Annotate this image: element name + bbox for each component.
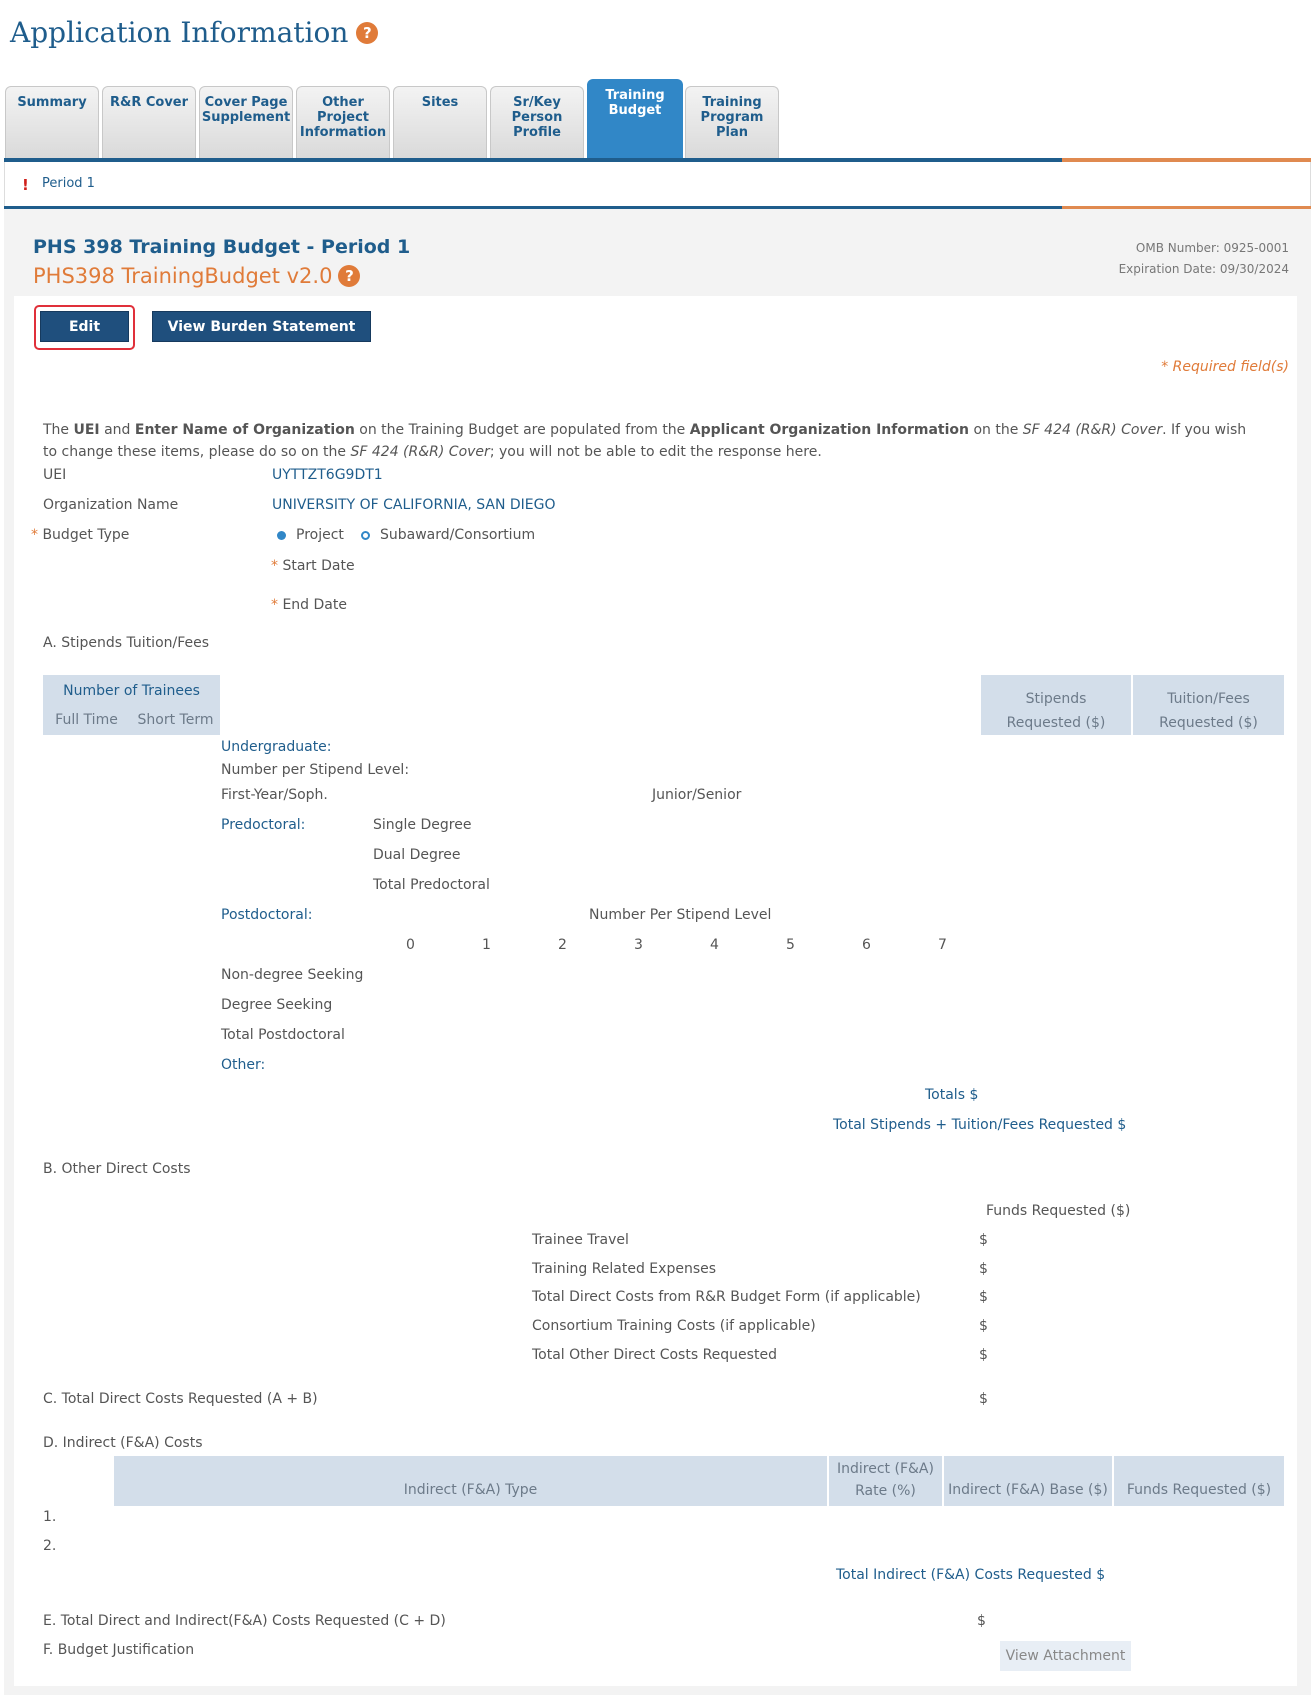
tab-rr-cover[interactable]: R&R Cover — [102, 86, 196, 160]
omb-number: OMB Number: 0925-0001 — [1135, 241, 1289, 255]
dual-degree-label: Dual Degree — [373, 847, 461, 863]
total-postdoctoral-label: Total Postdoctoral — [221, 1027, 345, 1043]
first-year-label: First-Year/Soph. — [221, 787, 328, 803]
stipend-level-3: 3 — [634, 937, 643, 953]
undergraduate-label: Undergraduate: — [221, 739, 332, 755]
full-time-header: Full Time — [43, 705, 130, 735]
totals-label: Totals $ — [925, 1087, 979, 1103]
section-e-title: E. Total Direct and Indirect(F&A) Costs Requested (C + D) — [43, 1613, 446, 1629]
view-burden-statement-button[interactable]: View Burden Statement — [152, 311, 371, 342]
help-icon[interactable]: ? — [338, 265, 360, 287]
form-version — [33, 264, 360, 288]
short-term-header: Short Term — [131, 705, 220, 735]
required-note: * Required field(s) — [1161, 359, 1289, 375]
other-label: Other: — [221, 1057, 266, 1073]
tab-cover-page-supplement[interactable]: Cover Page Supplement — [199, 86, 293, 160]
page-title — [10, 16, 378, 49]
num-per-stipend-label: Number per Stipend Level: — [221, 762, 410, 778]
total-direct-rr-currency: $ — [979, 1289, 988, 1305]
total-stipends-label: Total Stipends + Tuition/Fees Requested $ — [833, 1117, 1127, 1133]
trainee-travel-label: Trainee Travel — [532, 1232, 629, 1248]
indirect-rate-header: Indirect (F&A) Rate (%) — [829, 1456, 942, 1506]
uei-label: UEI — [43, 467, 67, 483]
funds-requested-header: Funds Requested ($) — [986, 1203, 1131, 1219]
section-f-title: F. Budget Justification — [43, 1642, 195, 1658]
alert-icon: ! — [22, 176, 29, 194]
stipend-level-1: 1 — [482, 937, 491, 953]
omb-info — [1119, 238, 1289, 280]
indirect-funds-header: Funds Requested ($) — [1114, 1456, 1284, 1506]
section-c-currency: $ — [979, 1391, 988, 1407]
stipend-level-0: 0 — [406, 937, 415, 953]
page-title-text: Application Information — [10, 16, 349, 49]
tuition-requested-header: Tuition/Fees Requested ($) — [1133, 675, 1284, 735]
indirect-type-header: Indirect (F&A) Type — [114, 1456, 827, 1506]
total-indirect-label: Total Indirect (F&A) Costs Requested $ — [836, 1567, 1106, 1583]
tab-sr-key-person-profile[interactable]: Sr/Key Person Profile — [490, 86, 584, 160]
num-trainees-header: Number of Trainees — [43, 675, 220, 735]
num-per-stipend-level-label: Number Per Stipend Level — [589, 907, 772, 923]
consortium-costs-label: Consortium Training Costs (if applicable) — [532, 1318, 816, 1334]
stipend-level-7: 7 — [938, 937, 947, 953]
predoctoral-label: Predoctoral: — [221, 817, 306, 833]
uei-value: UYTTZT6G9DT1 — [272, 467, 383, 483]
budget-type-label: * Budget Type — [31, 527, 130, 543]
postdoctoral-label: Postdoctoral: — [221, 907, 313, 923]
period-subnav — [4, 162, 1311, 208]
single-degree-label: Single Degree — [373, 817, 472, 833]
expiration-date: Expiration Date: 09/30/2024 — [1118, 262, 1289, 276]
tab-summary[interactable]: Summary — [5, 86, 99, 160]
total-other-direct-currency: $ — [979, 1347, 988, 1363]
total-predoctoral-label: Total Predoctoral — [373, 877, 490, 893]
section-e-currency: $ — [977, 1613, 986, 1629]
section-a-title: A. Stipends Tuition/Fees — [43, 635, 210, 651]
trainee-travel-currency: $ — [979, 1232, 988, 1248]
form-version-text: PHS398 TrainingBudget v2.0 — [33, 264, 333, 288]
stipend-level-6: 6 — [862, 937, 871, 953]
radio-unselected-icon — [361, 531, 370, 540]
radio-subaward[interactable]: Subaward/Consortium — [361, 527, 535, 543]
stipend-level-4: 4 — [710, 937, 719, 953]
tab-sites[interactable]: Sites — [393, 86, 487, 160]
view-attachment-button[interactable]: View Attachment — [1000, 1641, 1131, 1671]
tab-training-program-plan[interactable]: Training Program Plan — [685, 86, 779, 160]
help-icon[interactable]: ? — [356, 22, 378, 44]
radio-selected-icon — [277, 531, 286, 540]
intro-text: The UEI and Enter Name of Organization on the Training Budget are populated from the Applicant Organization Information on the SF 424 (R&R) Cover. If you wish to change these items, please do so on the SF 424 (R&R) Cover; you will not be able to edit the response here. — [43, 422, 1247, 460]
indirect-row-1: 1. — [43, 1509, 57, 1525]
junior-senior-label: Junior/Senior — [652, 787, 742, 803]
radio-project[interactable]: Project — [277, 527, 344, 543]
org-name-label: Organization Name — [43, 497, 179, 513]
end-date-label: * End Date — [271, 597, 347, 613]
stipend-level-5: 5 — [786, 937, 795, 953]
non-degree-seeking-label: Non-degree Seeking — [221, 967, 364, 983]
edit-button[interactable]: Edit — [40, 311, 129, 342]
indirect-row-2: 2. — [43, 1538, 57, 1554]
tab-other-project-information[interactable]: Other Project Information — [296, 86, 390, 160]
org-name-value: UNIVERSITY OF CALIFORNIA, SAN DIEGO — [272, 497, 556, 513]
stipend-level-2: 2 — [558, 937, 567, 953]
form-title: PHS 398 Training Budget - Period 1 — [33, 236, 411, 258]
stipends-requested-header: Stipends Requested ($) — [981, 675, 1131, 735]
training-expenses-label: Training Related Expenses — [532, 1261, 717, 1277]
section-c-title: C. Total Direct Costs Requested (A + B) — [43, 1391, 318, 1407]
degree-seeking-label: Degree Seeking — [221, 997, 333, 1013]
total-other-direct-label: Total Other Direct Costs Requested — [532, 1347, 777, 1363]
period-link[interactable]: Period 1 — [42, 176, 95, 191]
indirect-base-header: Indirect (F&A) Base ($) — [944, 1456, 1112, 1506]
total-direct-rr-label: Total Direct Costs from R&R Budget Form (if applicable) — [532, 1289, 921, 1305]
training-expenses-currency: $ — [979, 1261, 988, 1277]
start-date-label: * Start Date — [271, 558, 355, 574]
section-b-title: B. Other Direct Costs — [43, 1161, 191, 1177]
tab-training-budget[interactable]: Training Budget — [587, 79, 683, 160]
section-d-title: D. Indirect (F&A) Costs — [43, 1435, 203, 1451]
consortium-costs-currency: $ — [979, 1318, 988, 1334]
